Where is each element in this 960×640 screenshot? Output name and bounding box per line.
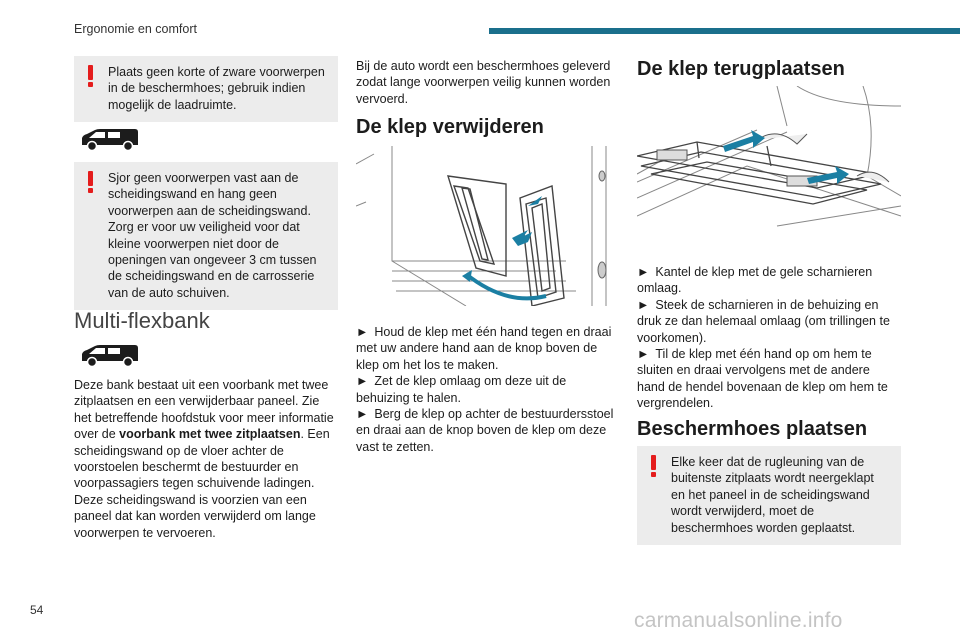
- bullet-list: [356, 324, 620, 455]
- warning-icon: [651, 455, 656, 477]
- header-accent-bar: [489, 28, 960, 34]
- bullet-item: ► Houd de klep met één hand tegen en draai met uw andere hand aan de knop boven de klep om het los te maken.: [356, 325, 612, 372]
- bullet-item: ► Kantel de klep met de gele scharnieren omlaag.: [637, 265, 873, 296]
- section-heading: Beschermhoes plaatsen: [637, 418, 868, 440]
- warning-text: Plaats geen korte of zware voorwerpen in de beschermhoes; gebruik indien mogelijk de laadruimte.: [108, 65, 325, 112]
- van-icon: [78, 342, 140, 368]
- bullet-list: [637, 264, 901, 412]
- warning-box: [637, 446, 901, 545]
- column-left: [74, 50, 338, 540]
- bullet-item: ► Til de klep met één hand op om hem te sluiten en draai vervolgens met de andere hand de hendel bovenaan de klep om hem te vergrendelen.: [637, 347, 888, 411]
- warning-box: [74, 162, 338, 310]
- column-middle: [356, 50, 620, 454]
- figure-replace-panel: [637, 86, 901, 236]
- body-text: Deze bank bestaat uit een voorbank met twee zitplaatsen en een verwijderbaar paneel. Zie het betreffende hoofdstuk voor meer informatie over de voorbank met twee zitplaatsen. Een scheidingswand op de vloer achter de voorstoelen beschermt de bestuurder en voorpassagiers tegen schuivende ladingen. Deze scheidingswand is voorzien van een paneel dat kan worden verwijderd om lange voorwerpen te vervoeren.: [74, 378, 334, 540]
- warning-text: Elke keer dat de rugleuning van de buitenste zitplaats wordt neergeklapt en het paneel in de scheidingswand wordt verwijderd, moet de beschermhoes worden geplaatst.: [671, 455, 874, 535]
- van-icon: [78, 126, 140, 152]
- watermark: carmanualsonline.info: [634, 609, 843, 632]
- page-number: 54: [30, 603, 44, 617]
- section-heading: De klep verwijderen: [356, 116, 544, 138]
- section-heading: De klep terugplaatsen: [637, 58, 845, 80]
- warning-icon: [88, 171, 93, 193]
- bullet-item: ► Steek de scharnieren in de behuizing en druk ze dan helemaal omlaag (om trillingen te voorkomen).: [637, 297, 890, 345]
- warning-box: [74, 56, 338, 122]
- header-title: Ergonomie en comfort: [74, 22, 197, 36]
- intro-text: Bij de auto wordt een beschermhoes geleverd zodat lange voorwerpen veilig kunnen worden vervoerd.: [356, 59, 611, 106]
- warning-icon: [88, 65, 93, 87]
- bullet-item: ► Berg de klep op achter de bestuurdersstoel en draai aan de knop boven de klep om deze vast te zetten.: [356, 407, 614, 454]
- warning-text: Sjor geen voorwerpen vast aan de scheidingswand en hang geen voorwerpen aan de scheidingswand. Zorg er voor uw veiligheid voor dat kleine voorwerpen niet door de openingen van ongeveer 3 cm tussen de scheidingswand en de carrosserie van de auto schuiven.: [108, 171, 317, 300]
- figure-remove-panel: [356, 146, 620, 306]
- bullet-item: ► Zet de klep omlaag om deze uit de behuizing te halen.: [356, 374, 567, 405]
- section-heading: Multi-flexbank: [74, 308, 210, 333]
